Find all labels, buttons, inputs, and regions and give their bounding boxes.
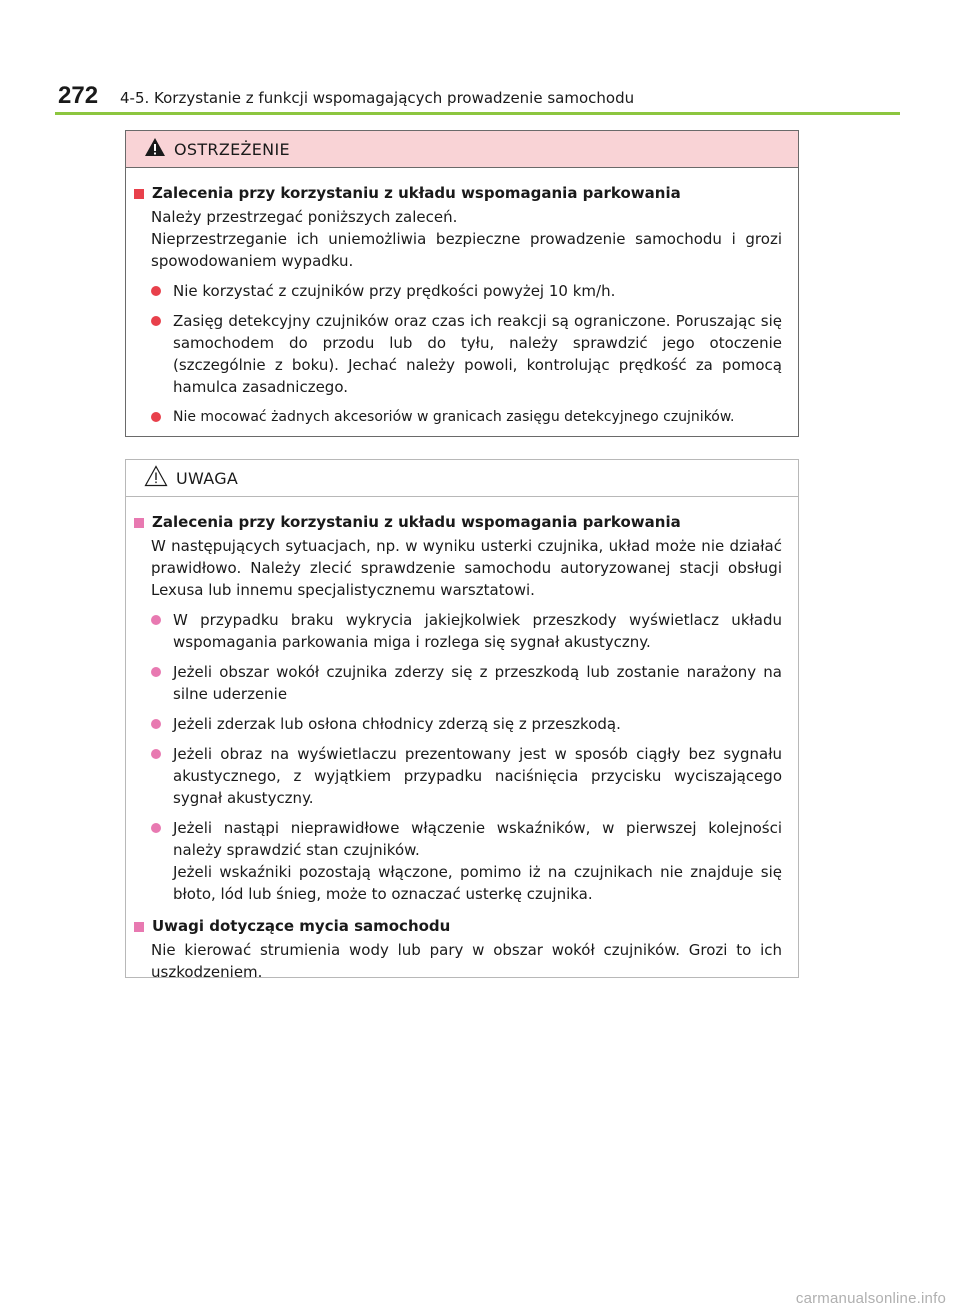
list-item-text: Jeżeli obszar wokół czujnika zderzy się z przeszkodą lub zostanie narażony na silne uderzenie	[173, 663, 782, 703]
circle-bullet-icon	[151, 615, 161, 625]
section-title: 4-5. Korzystanie z funkcji wspomagających prowadzenie samochodu	[120, 89, 635, 107]
list-item	[134, 406, 782, 428]
circle-bullet-icon	[151, 719, 161, 729]
warning-triangle-icon	[144, 137, 166, 161]
warning-subheading	[134, 182, 782, 204]
circle-bullet-icon	[151, 667, 161, 677]
warning-box-header	[126, 131, 798, 168]
list-item	[134, 661, 782, 705]
watermark: carmanualsonline.info	[795, 1290, 946, 1307]
warning-title: OSTRZEŻENIE	[174, 139, 290, 159]
header-rule	[55, 112, 900, 115]
warning-intro	[134, 206, 782, 272]
caution-heading-text: Uwagi dotyczące mycia samochodu	[152, 917, 451, 935]
square-bullet-icon	[134, 189, 144, 199]
caution-wash-text: Nie kierować strumienia wody lub pary w obszar wokół czujników. Grozi to ich uszkodzeniem.	[151, 941, 782, 981]
caution-subheading	[134, 511, 782, 533]
caution-box	[125, 459, 799, 981]
warning-box-body	[126, 168, 798, 428]
warning-heading-text: Zalecenia przy korzystaniu z układu wspomagania parkowania	[152, 184, 681, 202]
circle-bullet-icon	[151, 823, 161, 833]
caution-subheading	[134, 915, 782, 937]
list-item	[134, 609, 782, 653]
list-item-line: Jeżeli wskaźniki pozostają włączone, pomimo iż na czujnikach nie znajduje się błoto, lód lub śnieg, może to oznaczać usterkę czujnika.	[173, 863, 782, 903]
caution-heading-text: Zalecenia przy korzystaniu z układu wspomagania parkowania	[152, 513, 681, 531]
list-item-text: Zasięg detekcyjny czujników oraz czas ich reakcji są ograniczone. Poruszając się samochodem do przodu lub do tyłu, należy sprawdzić jego otoczenie (szczególnie z boku). Jechać należy powoli, kontrolując prędkość za pomocą hamulca zasadniczego.	[173, 312, 782, 396]
caution-box-header	[126, 460, 798, 497]
caution-intro: W następujących sytuacjach, np. w wyniku usterki czujnika, układ może nie działać prawidłowo. Należy zlecić sprawdzenie samochodu autoryzowanej stacji obsługi Lexusa lub innemu specjalistycznemu warsztatowi.	[151, 537, 782, 599]
list-item	[134, 280, 782, 302]
list-item-text: Jeżeli zderzak lub osłona chłodnicy zderzą się z przeszkodą.	[173, 715, 621, 733]
list-item-text	[173, 817, 782, 905]
list-item-text: Nie mocować żadnych akcesoriów w granicach zasięgu detekcyjnego czujników.	[173, 409, 735, 425]
circle-bullet-icon	[151, 749, 161, 759]
square-bullet-icon	[134, 518, 144, 528]
list-item	[134, 743, 782, 809]
page-header	[58, 82, 900, 110]
warning-intro-line: Należy przestrzegać poniższych zaleceń.	[151, 208, 458, 226]
caution-title: UWAGA	[176, 468, 239, 488]
list-item-text: Nie korzystać z czujników przy prędkości powyżej 10 km/h.	[173, 282, 616, 300]
list-item-line: Jeżeli nastąpi nieprawidłowe włączenie wskaźników, w pierwszej kolejności należy sprawdzić stan czujników.	[173, 819, 782, 859]
warning-intro-line: Nieprzestrzeganie ich uniemożliwia bezpieczne prowadzenie samochodu i grozi spowodowaniem wypadku.	[151, 230, 782, 270]
circle-bullet-icon	[151, 412, 161, 422]
list-item-text: Jeżeli obraz na wyświetlaczu prezentowany jest w sposób ciągły bez sygnału akustycznego, z wyjątkiem przypadku naciśnięcia przycisku wyciszającego sygnał akustyczny.	[173, 745, 782, 807]
list-item	[134, 310, 782, 398]
list-item-text: W przypadku braku wykrycia jakiejkolwiek przeszkody wyświetlacz układu wspomagania parkowania miga i rozlega się sygnał akustyczny.	[173, 611, 782, 651]
circle-bullet-icon	[151, 286, 161, 296]
caution-triangle-icon	[144, 465, 168, 491]
circle-bullet-icon	[151, 316, 161, 326]
square-bullet-icon	[134, 922, 144, 932]
list-item	[134, 713, 782, 735]
caution-box-body	[126, 497, 798, 983]
warning-box	[125, 130, 799, 437]
page-number: 272	[58, 82, 99, 109]
list-item	[134, 817, 782, 905]
